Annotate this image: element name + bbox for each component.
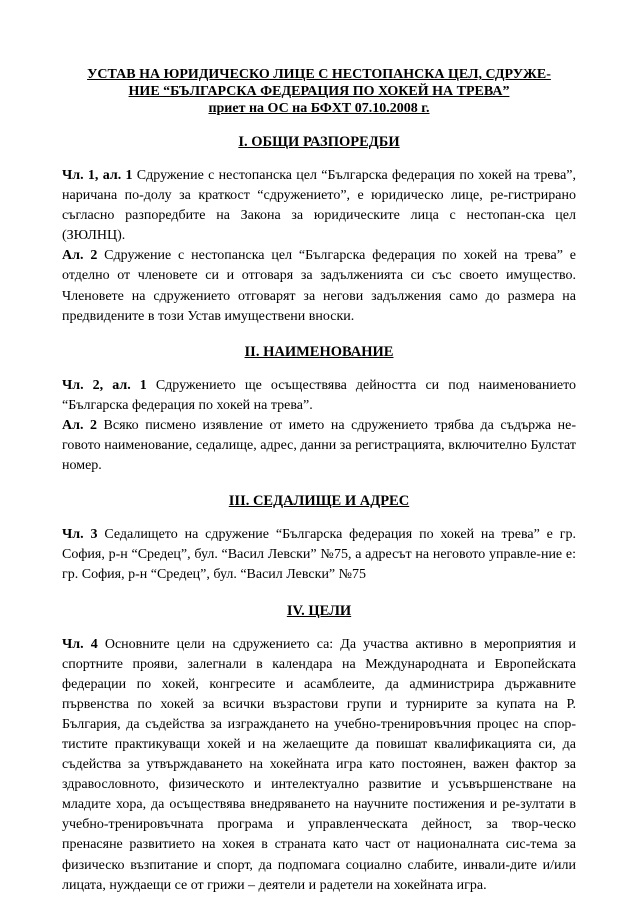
article-label: Ал. 2 xyxy=(62,248,98,264)
article-paragraph xyxy=(62,416,576,476)
article-text: Сдружение с нестопанска цел “Българска федерация по хокей на трева” е отделно от членовете си и отговаря за задълженията си със своето имущество. Членовете на сдружението отговарят за негови задължения само до размера на предвидените в този Устав имуществени вноски. xyxy=(62,248,576,324)
section-heading-address: III. СЕДАЛИЩЕ И АДРЕС xyxy=(228,493,410,510)
article-label: Ал. 2 xyxy=(62,417,98,433)
article-paragraph xyxy=(62,635,576,896)
article-text: Всяко писмено изявление от името на сдружението трябва да съдържа не-говото наименование, седалище, адрес, данни за регистрацията, включително Булстат номер. xyxy=(62,417,576,474)
article-text: Седалището на сдружение “Българска федерация по хокей на трева” е гр. София, р-н “Средец”, бул. “Васил Левски” №75, а адресът на неговото управле-ние е: гр. София, р-н “Средец”, бул. “Васил Левски” №75 xyxy=(62,527,576,583)
article-paragraph xyxy=(62,376,576,416)
article-paragraph xyxy=(62,525,576,585)
article-label: Чл. 4 xyxy=(62,636,98,652)
title-line-1: УСТАВ НА ЮРИДИЧЕСКО ЛИЦЕ С НЕСТОПАНСКА ЦЕЛ, СДРУЖЕ- xyxy=(87,67,551,82)
article-label: Чл. 2, ал. 1 xyxy=(62,377,147,393)
article-text: Сдружението ще осъществява дейността си под наименованието “Българска федерация по хокей на трева”. xyxy=(62,377,577,413)
article-text: Сдружение с нестопанска цел “Българска федерация по хокей на трева”, наричана по-долу за краткост “сдружението”, е юридическо лице, ре-гистрирано съгласно разпоредбите на Закона за юридическите лица с нестопан-ска цел (ЗЮЛНЦ). xyxy=(62,168,576,244)
article-text: Основните цели на сдружението са: Да участва активно в мероприятия и спортните прояви, залегнали в календара на Международната и Европейската федерации по хокей, конгресите и асамблеите, да администрира държавните първенства по хокей за всички възрастови групи и турнирите за купата на Р. България, да съдейства за изграждането на учебно-тренировъчния процес на спор-тистите практикуващи хокей и на желаещите да повишат квалификацията си, да съдейства за утвърждаването на хокейната игра като постоянен, важен фактор за здравословното, физическото и интелектуално развитие и усъвършенстване на младите хора, да осъществява внедряването на научните постижения и ре-зултати в учебно-тренировъчната програма и управленческата дейност, за твор-ческо пренасяне развитието на хокея в страната като част от националната сис-тема за физическо възпитание и спорт, да подпомага социално слабите, инвали-дите и/или лицата, нуждаещи се от грижи – деятели и радетели на хокейната игра. xyxy=(62,636,576,893)
article-paragraph xyxy=(62,246,576,326)
title-line-2: НИЕ “БЪЛГАРСКА ФЕДЕРАЦИЯ ПО ХОКЕЙ НА ТРЕВА” xyxy=(128,84,510,99)
section-heading-name: II. НАИМЕНОВАНИЕ xyxy=(244,343,394,360)
article-paragraph xyxy=(62,166,576,246)
document-title xyxy=(62,66,576,100)
article-label: Чл. 3 xyxy=(62,527,98,543)
document-subtitle: приет на ОС на БФХТ 07.10.2008 г. xyxy=(208,101,430,116)
section-heading-goals: IV. ЦЕЛИ xyxy=(286,602,352,619)
article-label: Чл. 1, ал. 1 xyxy=(62,168,133,183)
section-heading-general: I. ОБЩИ РАЗПОРЕДБИ xyxy=(238,134,400,150)
